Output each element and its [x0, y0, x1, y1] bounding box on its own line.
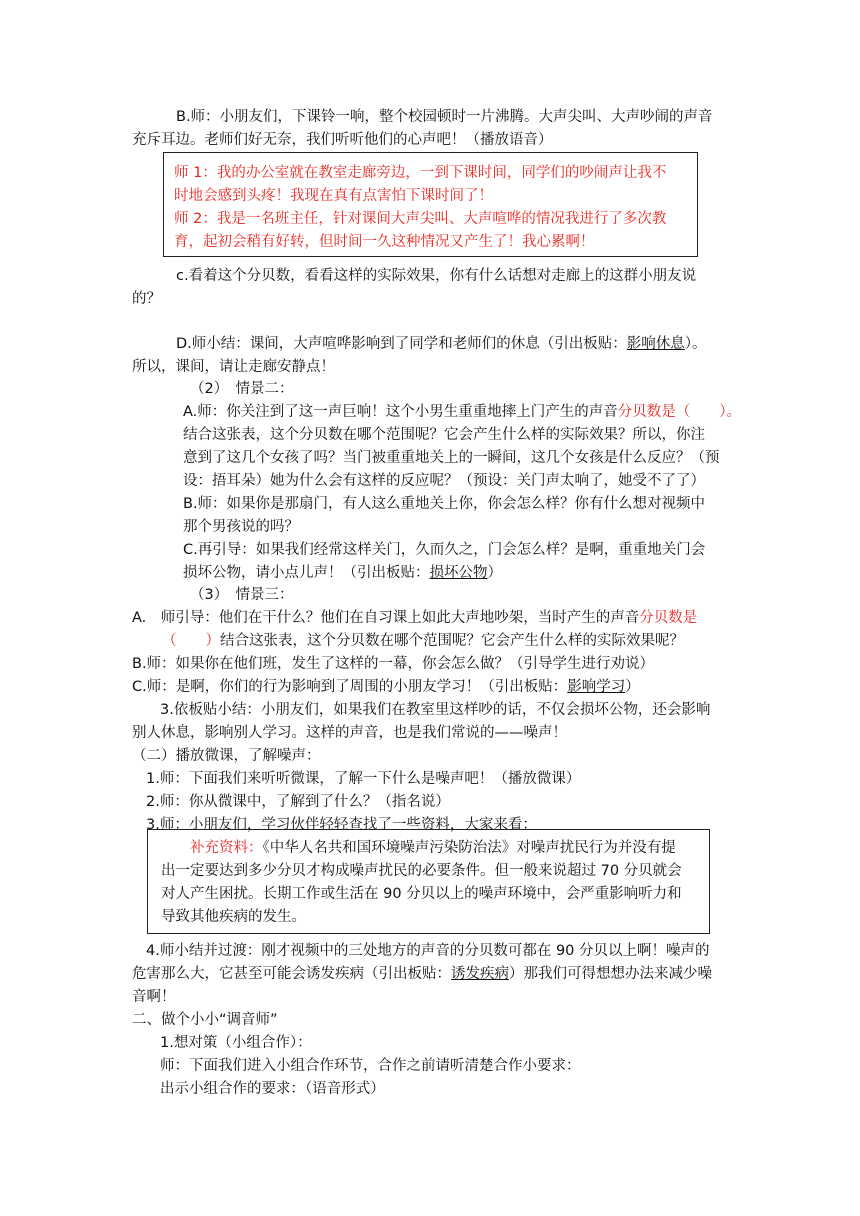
paragraph-line: 音啊！ [132, 989, 176, 1005]
paragraph-line: 结合这张表，这个分贝数在哪个范围呢？它会产生什么样的实际效果？所以，你注 [183, 427, 705, 443]
board-sticker-text: 损坏公物 [429, 565, 488, 581]
paragraph-line: 意到了这几个女孩了吗？当门被重重地关上的一瞬间，这几个女孩是什么反应？（预 [183, 450, 720, 466]
paragraph-line: A. 师引导：他们在干什么？他们在自习课上如此大声地吵架，当时产生的声音分贝数是 [132, 610, 698, 626]
list-item: 1.师：下面我们来听听微课，了解一下什么是噪声吧！（播放微课） [146, 771, 581, 787]
paragraph-line: （ ）结合这张表，这个分贝数在哪个范围呢？它会产生什么样的实际效果呢？ [162, 633, 684, 649]
list-item: 2.师：你从微课中，了解到了什么？（指名说） [146, 794, 450, 810]
section-heading: （3） 情景三： [190, 587, 294, 603]
paragraph-line: B.师：如果你是那扇门，有人这么重地关上你，你会怎么样？你有什么想对视频中 [183, 496, 706, 512]
box-line: 育，起初会稍有好转，但时间一久这种情况又产生了！我心累啊！ [174, 234, 595, 250]
paragraph-line: 危害那么大，它甚至可能会诱发疾病（引出板贴：诱发疾病）那我们可得想想办法来减少噪 [132, 966, 712, 982]
board-sticker-text: 影响休息 [626, 336, 685, 352]
box-line: 补充资料：《中华人名共和国环境噪声污染防治法》对噪声扰民行为并没有提 [190, 840, 676, 856]
list-item: 师：下面我们进入小组合作环节，合作之前请听清楚合作小要求： [160, 1058, 581, 1074]
paragraph-line: 设：捂耳朵）她为什么会有这样的反应呢？（预设：关门声太响了，她受不了了） [183, 473, 705, 489]
paragraph-line: A.师：你关注到了这一声巨响！这个小男生重重地摔上门产生的声音分贝数是（ ）。 [183, 404, 742, 420]
paragraph-line: c.看着这个分贝数，看看这样的实际效果，你有什么话想对走廊上的这群小朋友说 [176, 268, 697, 284]
box-line: 对人产生困扰。长期工作或生活在 90 分贝以上的噪声环境中，会严重影响听力和 [161, 886, 682, 902]
section-heading: （2） 情景二： [190, 381, 294, 397]
paragraph-line: 所以，课间，请让走廊安静点！ [132, 359, 335, 375]
paragraph-line: C.师：是啊，你们的行为影响到了周围的小朋友学习！（引出板贴：影响学习） [132, 679, 640, 695]
box-line: 时地会感到头疼！我现在真有点害怕下课时间了！ [174, 188, 493, 204]
paragraph-line: 充斥耳边。老师们好无奈，我们听听他们的心声吧！（播放语音） [132, 132, 553, 148]
box-line: 师 1：我的办公室就在教室走廊旁边，一到下课时间，同学们的吵闹声让我不 [174, 165, 667, 181]
paragraph-line: C.再引导：如果我们经常这样关门，久而久之，门会怎么样？是啊，重重地关门会 [183, 542, 706, 558]
board-sticker-text: 诱发疾病 [451, 966, 509, 982]
paragraph-line: 损坏公物，请小点儿声！（引出板贴：损坏公物） [183, 565, 502, 581]
paragraph-line: D.师小结：课间，大声喧哗影响到了同学和老师们的休息（引出板贴：影响休息）。 [176, 336, 707, 352]
section-heading: 二、做个小小“调音师” [132, 1012, 278, 1028]
board-sticker-text: 影响学习 [567, 679, 626, 695]
box-line: 导致其他疾病的发生。 [161, 909, 306, 925]
paragraph-line: 的？ [132, 291, 161, 307]
paragraph-line: 3.依板贴小结：小朋友们，如果我们在教室里这样吵的话，不仅会损坏公物，还会影响 [160, 702, 711, 718]
list-item: 1.想对策（小组合作）： [160, 1035, 312, 1051]
paragraph-line: 4.师小结并过渡：刚才视频中的三处地方的声音的分贝数可都在 90 分贝以上啊！噪声的 [146, 943, 710, 959]
box-line: 出一定要达到多少分贝才构成噪声扰民的必要条件。但一般来说超过 70 分贝就会 [161, 863, 682, 879]
section-heading: （二）播放微课，了解噪声： [132, 748, 321, 764]
list-item: 3.师：小朋友们，学习伙伴轻轻查找了一些资料，大家来看： [146, 817, 537, 833]
list-item: 出示小组合作的要求：（语音形式） [160, 1081, 385, 1097]
paragraph-line: B.师：如果你在他们班，发生了这样的一幕，你会怎么做？（引导学生进行劝说） [132, 656, 655, 672]
box-line: 师 2：我是一名班主任，针对课间大声尖叫、大声喧哗的情况我进行了多次教 [174, 211, 667, 227]
paragraph-line: 别人休息，影响别人学习。这样的声音，也是我们常说的——噪声！ [132, 725, 567, 741]
paragraph-line: B.师：小朋友们，下课铃一响，整个校园顿时一片沸腾。大声尖叫、大声吵闹的声音 [176, 109, 713, 125]
paragraph-line: 那个男孩说的吗？ [183, 519, 299, 535]
